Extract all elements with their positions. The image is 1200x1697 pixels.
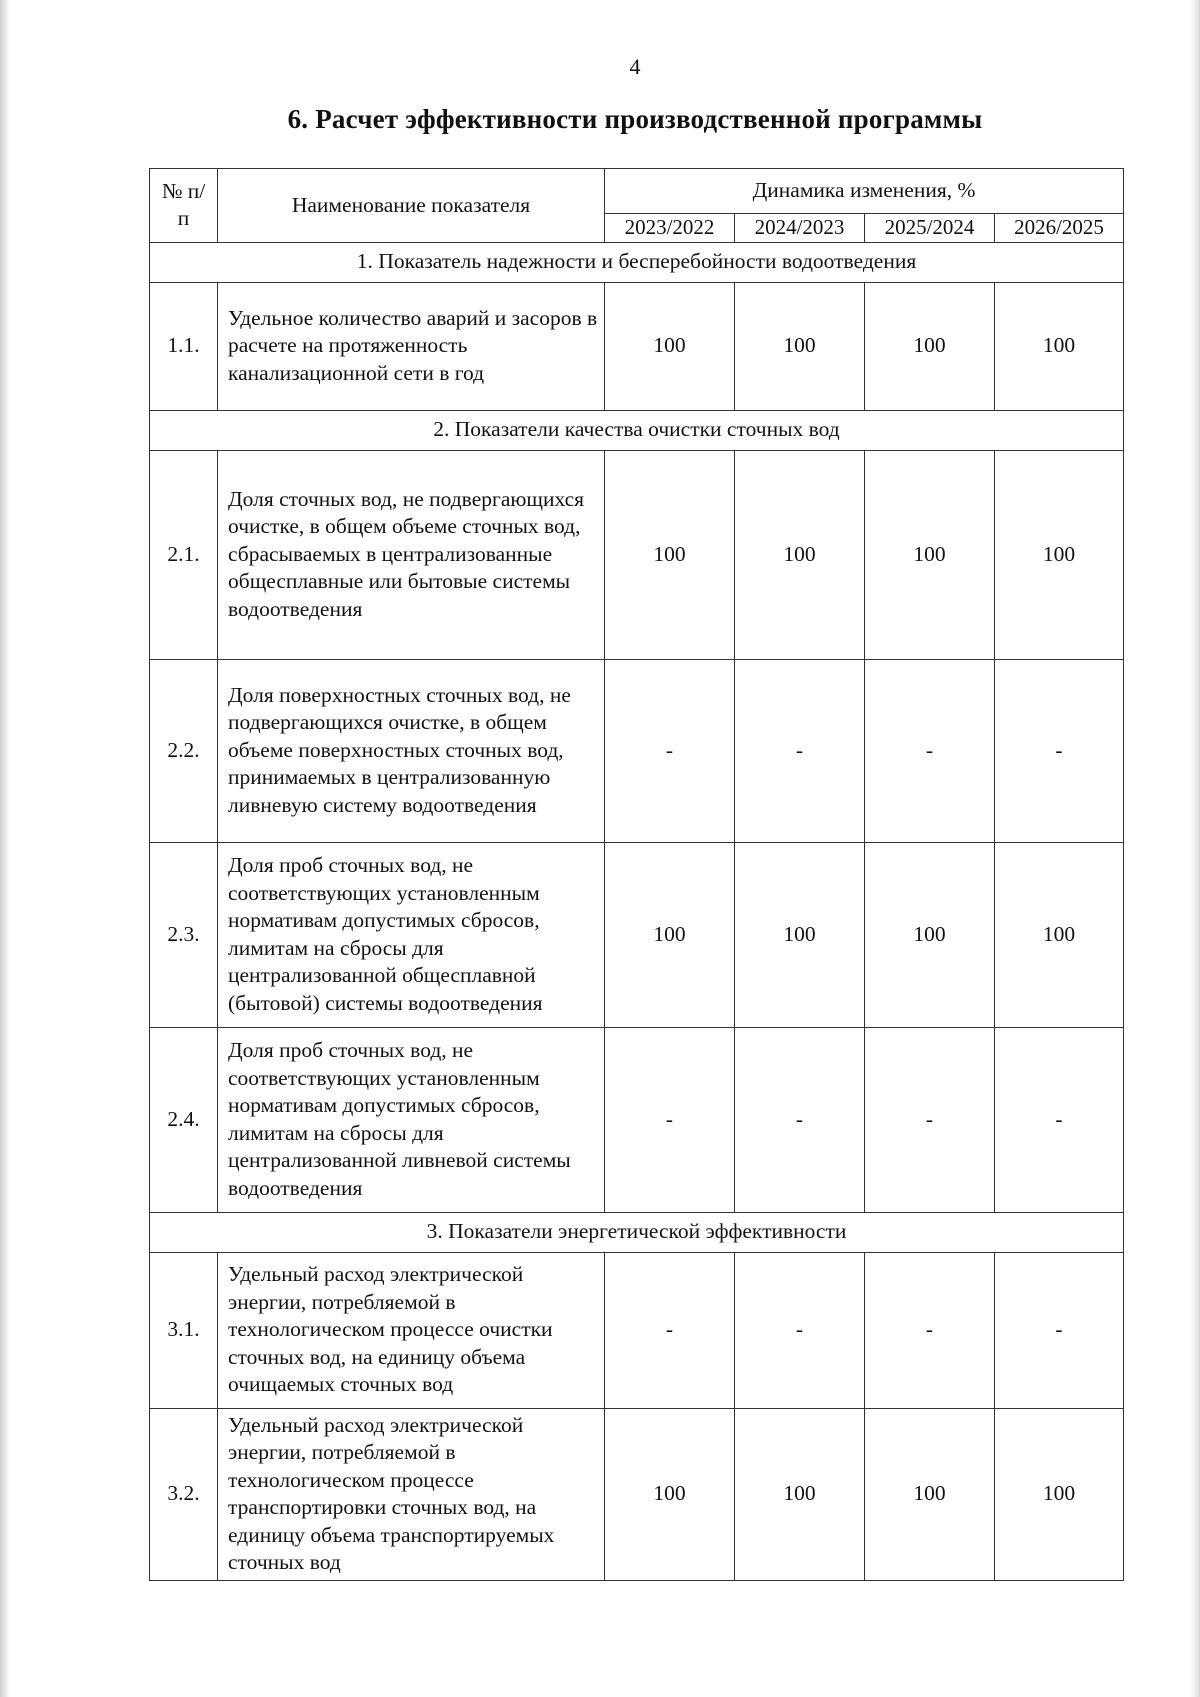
section-title: 1. Показатель надежности и бесперебойности водоотведения: [150, 242, 1124, 282]
table-row: [150, 1252, 1124, 1408]
row-name: Доля поверхностных сточных вод, не подвергающихся очистке, в общем объеме поверхностных сточных вод, принимаемых в централизованную ливневую систему водоотведения: [218, 659, 605, 842]
section-row: [150, 410, 1124, 450]
table-row: [150, 450, 1124, 659]
header-dynamics: Динамика изменения, %: [605, 169, 1124, 214]
header-name: Наименование показателя: [218, 169, 605, 243]
row-value: -: [995, 659, 1124, 842]
page-title: 6. Расчет эффективности производственной программы: [287, 104, 983, 134]
row-value: -: [995, 1252, 1124, 1408]
row-value: 100: [865, 282, 995, 410]
row-value: -: [735, 1027, 865, 1212]
row-value: 100: [735, 842, 865, 1027]
row-name: Удельный расход электрической энергии, потребляемой в технологическом процессе транспортировки сточных вод, на единицу объема транспортируемых сточных вод: [218, 1408, 605, 1580]
row-value: 100: [605, 842, 735, 1027]
row-value: -: [605, 1252, 735, 1408]
section-title: 2. Показатели качества очистки сточных вод: [150, 410, 1124, 450]
row-value: 100: [995, 450, 1124, 659]
page-number: 4: [629, 54, 641, 79]
row-value: -: [605, 659, 735, 842]
scan-edge-right: [1190, 0, 1200, 1697]
header-year: 2025/2024: [865, 214, 995, 243]
row-num: 3.1.: [150, 1252, 218, 1408]
row-value: -: [735, 1252, 865, 1408]
row-name: Доля сточных вод, не подвергающихся очистке, в общем объеме сточных вод, сбрасываемых в централизованные общесплавные или бытовые системы водоотведения: [218, 450, 605, 659]
row-value: 100: [995, 1408, 1124, 1580]
table-row: [150, 659, 1124, 842]
row-name: Доля проб сточных вод, не соответствующих установленным нормативам допустимых сбросов, лимитам на сбросы для централизованной ливневой системы водоотведения: [218, 1027, 605, 1212]
section-title: 3. Показатели энергетической эффективности: [150, 1212, 1124, 1252]
row-value: 100: [865, 842, 995, 1027]
row-num: 2.3.: [150, 842, 218, 1027]
row-name: Удельное количество аварий и засоров в расчете на протяженность канализационной сети в год: [218, 282, 605, 410]
header-year: 2023/2022: [605, 214, 735, 243]
row-num: 2.1.: [150, 450, 218, 659]
header-num: № п/п: [150, 169, 218, 243]
row-value: 100: [735, 282, 865, 410]
row-num: 1.1.: [150, 282, 218, 410]
header-year: 2026/2025: [995, 214, 1124, 243]
table-row: [150, 1408, 1124, 1580]
section-row: [150, 242, 1124, 282]
row-value: 100: [865, 1408, 995, 1580]
row-value: -: [995, 1027, 1124, 1212]
row-value: 100: [735, 450, 865, 659]
efficiency-table: [149, 168, 1124, 1581]
scan-edge-left: [0, 0, 10, 1697]
row-value: -: [865, 659, 995, 842]
table-row: [150, 282, 1124, 410]
row-value: -: [735, 659, 865, 842]
row-value: 100: [995, 282, 1124, 410]
row-value: -: [865, 1027, 995, 1212]
row-num: 3.2.: [150, 1408, 218, 1580]
row-value: 100: [605, 1408, 735, 1580]
row-value: 100: [865, 450, 995, 659]
header-year: 2024/2023: [735, 214, 865, 243]
row-value: 100: [605, 450, 735, 659]
row-value: -: [865, 1252, 995, 1408]
row-value: 100: [735, 1408, 865, 1580]
section-row: [150, 1212, 1124, 1252]
table-row: [150, 842, 1124, 1027]
row-value: 100: [995, 842, 1124, 1027]
row-num: 2.4.: [150, 1027, 218, 1212]
row-value: 100: [605, 282, 735, 410]
row-name: Доля проб сточных вод, не соответствующих установленным нормативам допустимых сбросов, лимитам на сбросы для централизованной общесплавной (бытовой) системы водоотведения: [218, 842, 605, 1027]
row-name: Удельный расход электрической энергии, потребляемой в технологическом процессе очистки сточных вод, на единицу объема очищаемых сточных вод: [218, 1252, 605, 1408]
row-num: 2.2.: [150, 659, 218, 842]
table-row: [150, 1027, 1124, 1212]
row-value: -: [605, 1027, 735, 1212]
